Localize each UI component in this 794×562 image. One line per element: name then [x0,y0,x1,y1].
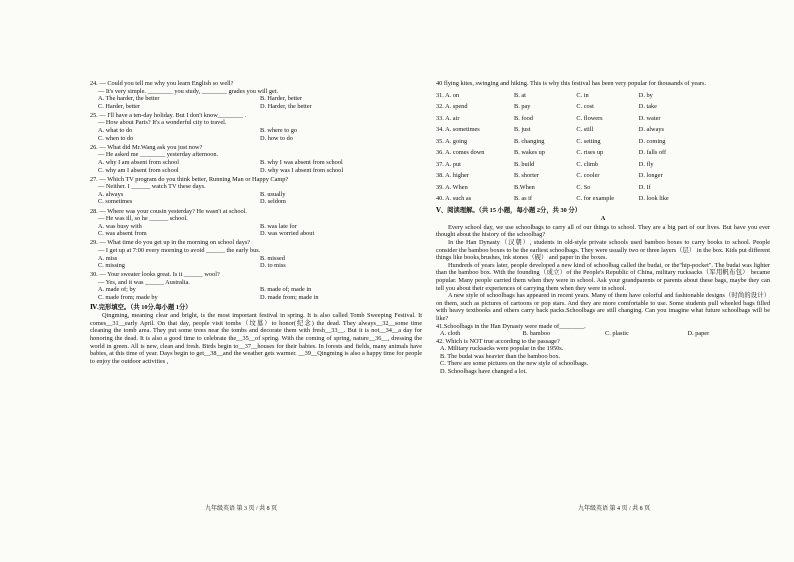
passage-paragraph-4: A new style of schoolbags has appeared in recent years. Many of them have colorful and fashionable designs（时尚的设计）on them, such as pictures of cartoons or pop stars. And they are more comfortable to use. Some students pull wheeled bags filled with heavy textbooks and others carry back packs.Schoolbags are still changing. Can you imagine what future schoolbags will be like? [436,292,770,322]
cloze-option-row [436,147,696,159]
cloze-option-cell: 36. A. comes down [436,149,485,157]
question-42-options [436,345,770,375]
cloze-option-cell: 31. A. on [436,91,460,99]
option: B. usually [260,190,286,198]
option: D. paper [687,330,710,338]
option: A. what to do [98,127,133,135]
question-stem: 25. — I'll have a ten-day holiday. But I don't know________ . [90,111,247,119]
question-stem: 28. — Where was your cousin yesterday? He wasn't at school. [90,207,247,215]
cloze-option-cell: B. changing [514,137,545,145]
cloze-option-cell: D. longer [638,172,663,180]
option: C. made from; made by [98,294,158,302]
cloze-option-cell: C. climb [576,160,599,168]
cloze-option-cell: B. pay [514,103,531,111]
options-grid [90,286,422,301]
cloze-option-cell: C. setting [576,137,601,145]
cloze-option-cell: C. So [576,183,591,191]
cloze-option-cell: D. look like [638,195,669,203]
option: A. Military rucksacks were popular in the 1950s. [440,345,564,353]
cloze-option-cell: 32. A. spend [436,103,468,111]
option: B. why I was absent from school [260,158,343,166]
cloze-option-cell: 39. A. When [436,183,468,191]
question-41: 41.Schoolbags in the Han Dynasty were made of________. [436,322,586,330]
cloze-paragraph: Qingming, meaning clear and bright, is the most important festival in spring. It is also called Tomb Sweeping Festival. It comes__31__early April. On that day, people visit tombs（坟墓）to honor(纪念) the dead. They always__32__some time cleaning the tomb area. They put some trees near the tombs and decorate them with fresh__33__. But it is not__34__a day for honoring the dead. It is also a good time to celebrate the__35__of spring. With the coming of spring, nature__36__, dressing the world in green. All is new, clean and fresh. Birds begin to__37__houses for their babies. In forests and fields, many animals have babies, at this time of year. Days begin to get__38__and the weather gets warmer. __39__Qingming is also a happy time for people to enjoy the outdoor activities , [90,312,422,365]
cloze-option-cell: C. for example [576,195,614,203]
cloze-option-cell: B. shorter [514,172,539,180]
cloze-option-cell: 37. A. put [436,160,461,168]
option: C. when to do [98,134,134,142]
option: A. The harder, the better [98,95,160,103]
option: C. why am I absent from school [98,166,179,174]
question-stem: 26. — What did Mr.Wang ask you just now? [90,143,203,151]
cloze-option-cell: B. at [514,91,526,99]
option: B. made of; made in [260,286,312,294]
cloze-option-cell: 35. A. going [436,137,468,145]
cloze-option-cell: C. rises up [576,149,604,157]
options-grid [90,127,422,142]
cloze-option-cell: C. cost [576,103,594,111]
option: D. Schoolbags have changed a lot. [440,368,527,376]
question-response: — How about Paris? It's a wonderful city to travel. [98,119,227,127]
question-41-options [436,330,770,338]
cloze-title: Ⅳ.完形填空。（共 10分,每小题 1分） [90,303,192,311]
cloze-option-cell: D. by [638,91,653,99]
passage-letter: A [600,215,606,223]
question-response: — He was ill, so he ______ school. [98,215,188,223]
question-stem: 27. — Which TV program do you think better, Running Man or Happy Camp? [90,175,289,183]
question-27 [90,176,422,206]
question-list [90,80,422,302]
cloze-option-cell: B. just [514,126,531,134]
option: C. Harder, better [98,102,141,110]
options-grid [90,159,422,174]
option: A. always [98,190,124,198]
cloze-option-cell: D. coming [638,137,666,145]
left-column [90,80,422,365]
question-stem: 24. — Could you tell me why you learn English so well? [90,80,234,87]
option: D. made from; made in [260,294,319,302]
cloze-option-cell: B. food [514,114,533,122]
option: D. was worried about [260,230,315,238]
cloze-continuation: 40 flying kites, swinging and hiking. This is why this festival has been very popular for thousands of years. [436,80,707,87]
question-response: — Yes, and it was ______ Australia. [98,278,190,286]
right-column [436,80,770,376]
option: C. missing [98,262,125,270]
cloze-option-cell: D. take [638,103,657,111]
option: D. seldom [260,198,286,206]
question-42: 42. Which is NOT true according to the passage? [436,337,560,345]
cloze-option-cell: C. still [576,126,594,134]
cloze-option-cell: 40. A. such as [436,195,472,203]
cloze-option-row [436,170,696,182]
passage-paragraph-3: Hundreds of years later, people developed a new kind of schoolbag called the budai, or the"hip-pocket". The budai was lighter than the bamboo box. With the founding（成立）of the People's Republic of China, military rucksacks（军用帆布包） became popular. Many people carried them when they were in school. Ask your grandparents or parents about these bags, maybe they can tell you about their experiences of carrying them when they were in school. [436,261,770,292]
option: C. sometimes [98,198,133,206]
option: B. was late for [260,222,297,230]
question-29 [90,239,422,269]
cloze-option-cell: B. build [514,160,535,168]
option: B. Harder, better [260,95,303,103]
cloze-option-cell: 33. A. air [436,114,460,122]
cloze-option-cell: C. in [576,91,589,99]
option: B. missed [260,254,285,262]
options-grid [90,95,422,110]
cloze-option-cell: C. flowers [576,114,603,122]
cloze-option-cell: D. falls off [638,149,667,157]
cloze-option-row [436,136,696,148]
question-response: — It's very simple. ________ you study, ________ grades you will get. [98,87,279,95]
cloze-option-cell: 34. A. sometimes [436,126,480,134]
question-28 [90,208,422,238]
cloze-option-cell: B. wakes up [514,149,545,157]
option: A. miss [98,254,118,262]
option: D. how to do [260,134,293,142]
cloze-option-row [436,124,696,136]
question-stem: 30. — Your sweater looks great. Is it ______ wool? [90,271,220,279]
option: C. was absent from [98,230,147,238]
passage-paragraph-1: Every school day, we use schoolbags to carry all of our things to school. They are a big part of our lives. But have you ever thought about the history of the schoolbag? [436,223,770,239]
page-footer-right: 九年级英语 第 4 页 / 共 8 页 [578,506,651,512]
option: A. cloth [440,330,461,338]
cloze-option-cell: B.When [514,183,535,191]
question-response: — He asked me ________ yesterday afternoon. [98,151,219,159]
question-26 [90,144,422,174]
option: B. bamboo [522,330,551,338]
option: A. made of; by [98,286,136,294]
cloze-option-cell: B. as if [514,195,533,203]
cloze-option-cell: D. fly [638,160,654,168]
option: D. to miss [260,262,286,270]
option: C. plastic [605,330,629,338]
cloze-option-row [436,113,696,125]
cloze-option-row [436,182,696,194]
option: B. The budai was heavier than the bamboo box. [440,352,561,360]
cloze-option-cell: 38. A. higher [436,172,469,180]
question-24 [90,80,422,110]
option: A. why I am absent from school [98,158,179,166]
question-30 [90,271,422,301]
cloze-option-cell: C. cooler [576,172,600,180]
reading-title: Ⅴ、阅读理解。（共 15 小题，每小题 2分，共 30 分） [436,206,581,214]
option: C. There are some pictures on the new style of schoolbags. [440,360,589,368]
cloze-option-row [436,193,696,205]
cloze-option-cell: D. If [638,183,651,191]
question-25 [90,112,422,142]
options-grid [90,191,422,206]
cloze-option-cell: D. always [638,126,664,134]
option: D. why was I absent from school [260,166,344,174]
page-footer-left: 九年级英语 第 3 页 / 共 8 页 [205,506,278,512]
option: A. was busy with [98,222,142,230]
options-grid [90,255,422,270]
cloze-option-row [436,101,696,113]
cloze-options-table [436,90,696,205]
cloze-option-row [436,159,696,171]
option: B. where to go [260,127,298,135]
options-grid [90,223,422,238]
question-response: — I get up at 7:00 every morning to avoid ______ the early bus. [98,246,261,254]
cloze-option-row [436,90,696,102]
passage-paragraph-2: In the Han Dynasty（汉朝）, students in old-style private schools used bamboo boxes to carry books to school. People consider the bamboo boxes to be the earliest schoolbags. They were usually two or three layers（层） in the box. Kids put different things like books,brushes, ink stones（砚） and paper in the boxes. [436,238,770,262]
cloze-option-cell: D. water [638,114,661,122]
option: D. Harder, the better [260,102,312,110]
question-response: — Neither. I ______ watch TV these days. [98,183,206,191]
question-stem: 29. — What time do you get up in the morning on school days? [90,239,251,247]
